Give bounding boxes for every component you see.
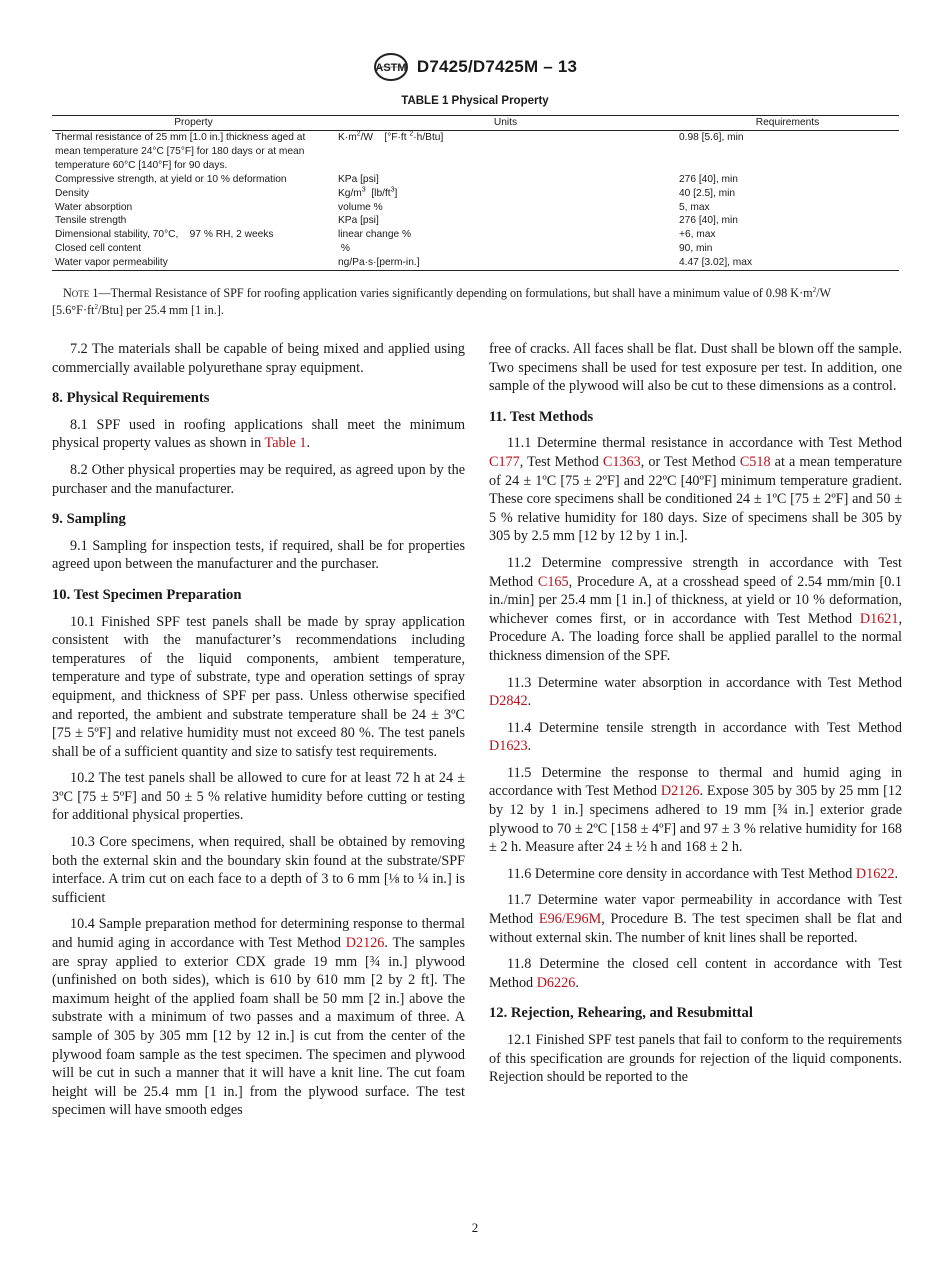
cell-property: Compressive strength, at yield or 10 % deformation (55, 173, 287, 185)
document-header (0, 52, 950, 87)
page-number: 2 (471, 1220, 479, 1235)
table-row (52, 242, 899, 256)
cell-property: Dimensional stability, 70°C, 97 % RH, 2 weeks (55, 229, 274, 241)
paragraph-11-1: 11.1 Determine thermal resistance in accordance with Test Method C177, Test Method C1363, or Test Method C518 at a mean temperature of 24 ± 1ºC [75 ± 2ºF] and 22ºC [40ºF] minimum temperature gradient. These core specimens shall be conditioned 24 ± 1ºC [75 ± 2ºF] and 50 ± 5 % relative humidity for 180 days. Size of specimens shall be 305 by 305 by 2.5 mm [12 by 12 by 1 in.]. (489, 435, 902, 545)
svg-text:ASTM: ASTM (375, 62, 407, 74)
cell-units: KPa [psi] (338, 173, 379, 185)
link-d1622[interactable]: D1622 (855, 865, 895, 882)
paragraph-8-1: 8.1 SPF used in roofing applications shall meet the minimum physical property values as shown in Table 1. (52, 416, 465, 452)
table-row (52, 228, 899, 242)
link-c165[interactable]: C165 (537, 573, 569, 590)
cell-property: Density (55, 187, 89, 199)
section-heading-10: 10. Test Specimen Preparation (52, 586, 242, 603)
cell-requirement: +6, max (679, 229, 716, 241)
paragraph-8-2: 8.2 Other physical properties may be required, as agreed upon by the purchaser and the manufacturer. (52, 461, 465, 497)
paragraph-11-4: 11.4 Determine tensile strength in accordance with Test Method D1623. (489, 719, 902, 755)
left-column (52, 340, 465, 1128)
table-row (52, 214, 899, 228)
table-row (52, 256, 899, 270)
table-row (52, 173, 899, 187)
link-e96[interactable]: E96/E96M (538, 911, 602, 928)
cell-requirement: 4.47 [3.02], max (679, 257, 753, 269)
right-column (489, 340, 902, 1095)
cell-property: Tensile strength (55, 215, 127, 227)
table-row (52, 201, 899, 215)
cell-property: Water absorption (55, 201, 133, 213)
cell-units: linear change % (338, 229, 412, 241)
table-header-row (52, 116, 899, 131)
paragraph-10-3: 10.3 Core specimens, when required, shall be obtained by removing both the external skin and the boundary skin found at the substrate/SPF interface. A trim cut on each face to a depth of 3 to 6 mm [⅛ to ¼ in.] is sufficient (52, 834, 465, 906)
paragraph-11-7: 11.7 Determine water vapor permeability in accordance with Test Method E96/E96M, Procedure B. The test specimen shall be flat and without external skin. The number of knit lines shall be reported. (489, 892, 902, 946)
section-heading-8: 8. Physical Requirements (52, 390, 210, 407)
section-heading-12: 12. Rejection, Rehearing, and Resubmittal (489, 1005, 753, 1022)
cell-units: $K\cdot m^2/W$ [°F·ft $^2$·h/Btu] (338, 130, 444, 143)
cell-requirement: 0.98 [5.6], min (679, 132, 744, 143)
cell-requirement: 276 [40], min (679, 215, 738, 227)
link-table-1[interactable]: Table 1 (264, 435, 307, 452)
paragraph-10-1: 10.1 Finished SPF test panels shall be made by spray application consistent with the manufacturer’s recommendations including temperatures of the liquid components, ambient temperature, temperature and type of substrate, type and operation settings of spray equipment, and thickness of SPF per pass. Unless otherwise specified and reported, the ambient and substrate temperature shall be 24 ± 3ºC [75 ± 5ºF] and relative humidity must not exceed 80 %. The test panels shall be of a sufficient quantity and size to satisfy test requirements. (52, 613, 465, 760)
cell-units: volume % (338, 201, 383, 213)
table-title: TABLE 1 Physical Property (401, 95, 549, 107)
link-c518[interactable]: C518 (739, 453, 771, 470)
cell-requirement: 5, max (679, 201, 710, 213)
cell-units: ng/Pa·s·[perm-in.] (338, 257, 420, 269)
paragraph-11-2: 11.2 Determine compressive strength in accordance with Test Method C165, Procedure A, at a crosshead speed of 2.54 mm/min [0.1 in./min] per 25.4 mm [1 in.] of thickness, at yield or 10 % deformation, whichever comes first, or in accordance with Test Method D1621, Procedure A. The loading force shall be applied parallel to the normal thickness dimension of the SPF. (489, 554, 902, 664)
link-c1363[interactable]: C1363 (602, 453, 641, 470)
paragraph-10-4: 10.4 Sample preparation method for determining response to thermal and humid aging in accordance with Test Method D2126. The samples are spray applied to exterior CDX grade 19 mm [¾ in.] plywood (unfinished on both sides), which is 610 by 610 mm [2 by 2 ft]. The maximum height of the applied foam shall be 50 mm [2 in.] above the substrate with a minimum of two passes and a maximum of three. A sample of 305 by 305 mm [12 by 12 in.] is cut from the center of the plywood foam sample as the test specimen. The specimen and plywood will be cut in such a manner that it will have a knit line. The cut foam height will be 25.4 mm [1 in.] from the plywood surface. The test specimen will have smooth edges (52, 916, 465, 1119)
cell-units: % (338, 243, 350, 255)
note-label: Note 1 (63, 286, 99, 300)
section-heading-9: 9. Sampling (52, 511, 126, 528)
link-d2126-b[interactable]: D2126 (660, 783, 700, 800)
cell-requirement: 276 [40], min (679, 173, 738, 185)
link-d6226[interactable]: D6226 (536, 974, 576, 991)
table-row (52, 131, 899, 173)
paragraph-11-8: 11.8 Determine the closed cell content in accordance with Test Method D6226. (489, 956, 902, 991)
paragraph-9-1: 9.1 Sampling for inspection tests, if required, shall be for properties agreed upon between the manufacturer and the purchaser. (52, 537, 465, 573)
cell-property: Thermal resistance of 25 mm [1.0 in.] thickness aged at mean temperature 24°C [75°F] for 180 days or at mean temperature 60°C [140°F] for 90 days. (55, 132, 306, 171)
column-header-property: Property (52, 116, 335, 131)
paragraph-11-3: 11.3 Determine water absorption in accordance with Test Method D2842. (489, 674, 902, 710)
paragraph-10-4-continued: free of cracks. All faces shall be flat. Dust shall be blown off the sample. Two specimens shall be used for test exposure per test. In addition, one sample of the plywood will also be cut to these dimensions as a control. (489, 341, 902, 395)
column-header-requirements: Requirements (676, 116, 899, 131)
paragraph-10-2: 10.2 The test panels shall be allowed to cure for at least 72 h at 24 ± 3ºC [75 ± 5ºF] and 50 ± 5 % relative humidity before cutting or testing for additional physical properties. (52, 770, 465, 824)
cell-units: $Kg/m^3$ $[lb/ft^3]$ (338, 186, 398, 199)
cell-property: Water vapor permeability (55, 257, 168, 269)
table-note: Note 1—Thermal Resistance of SPF for roofing application varies significantly depending on formulations, but shall have a minimum value of 0.98 $K\cdot m^2/W$ $[5.6^\circ F\cdot ft^2/Btu]$ per 25.4 mm [1 in.]. (52, 285, 831, 317)
link-d2126[interactable]: D2126 (345, 935, 385, 952)
physical-property-table (52, 115, 899, 271)
paragraph-12-1: 12.1 Finished SPF test panels that fail to conform to the requirements of this specification are grounds for rejection of the liquid components. Rejection should be reported to the (489, 1032, 902, 1086)
column-header-units: Units (335, 116, 676, 131)
paragraph-7-2: 7.2 The materials shall be capable of being mixed and applied using commercially available polyurethane spray equipment. (52, 341, 465, 376)
astm-logo-icon (373, 52, 409, 82)
standard-designation: D7425/D7425M – 13 (416, 57, 578, 76)
cell-requirement: 90, min (679, 243, 713, 255)
link-d1621[interactable]: D1621 (859, 610, 899, 627)
cell-requirement: 40 [2.5], min (679, 187, 736, 199)
link-d1623[interactable]: D1623 (489, 738, 528, 755)
paragraph-11-6: 11.6 Determine core density in accordance with Test Method D1622. (507, 865, 899, 882)
link-d2842[interactable]: D2842 (489, 693, 528, 710)
cell-units: KPa [psi] (338, 215, 379, 227)
link-c177[interactable]: C177 (489, 453, 520, 470)
section-heading-11: 11. Test Methods (489, 408, 594, 425)
table-row (52, 187, 899, 201)
paragraph-11-5: 11.5 Determine the response to thermal and humid aging in accordance with Test Method D2126. Expose 305 by 305 by 25 mm [12 by 12 by 1 in.] specimens adhered to 19 mm [¾ in.] exterior grade plywood to 70 ± 2ºC [158 ± 4ºF] and 97 ± 3 % relative humidity for 168 ± 2 h. Measure after 24 ± ½ h and 168 ± 2 h. (489, 764, 903, 856)
cell-property: Closed cell content (55, 243, 142, 255)
